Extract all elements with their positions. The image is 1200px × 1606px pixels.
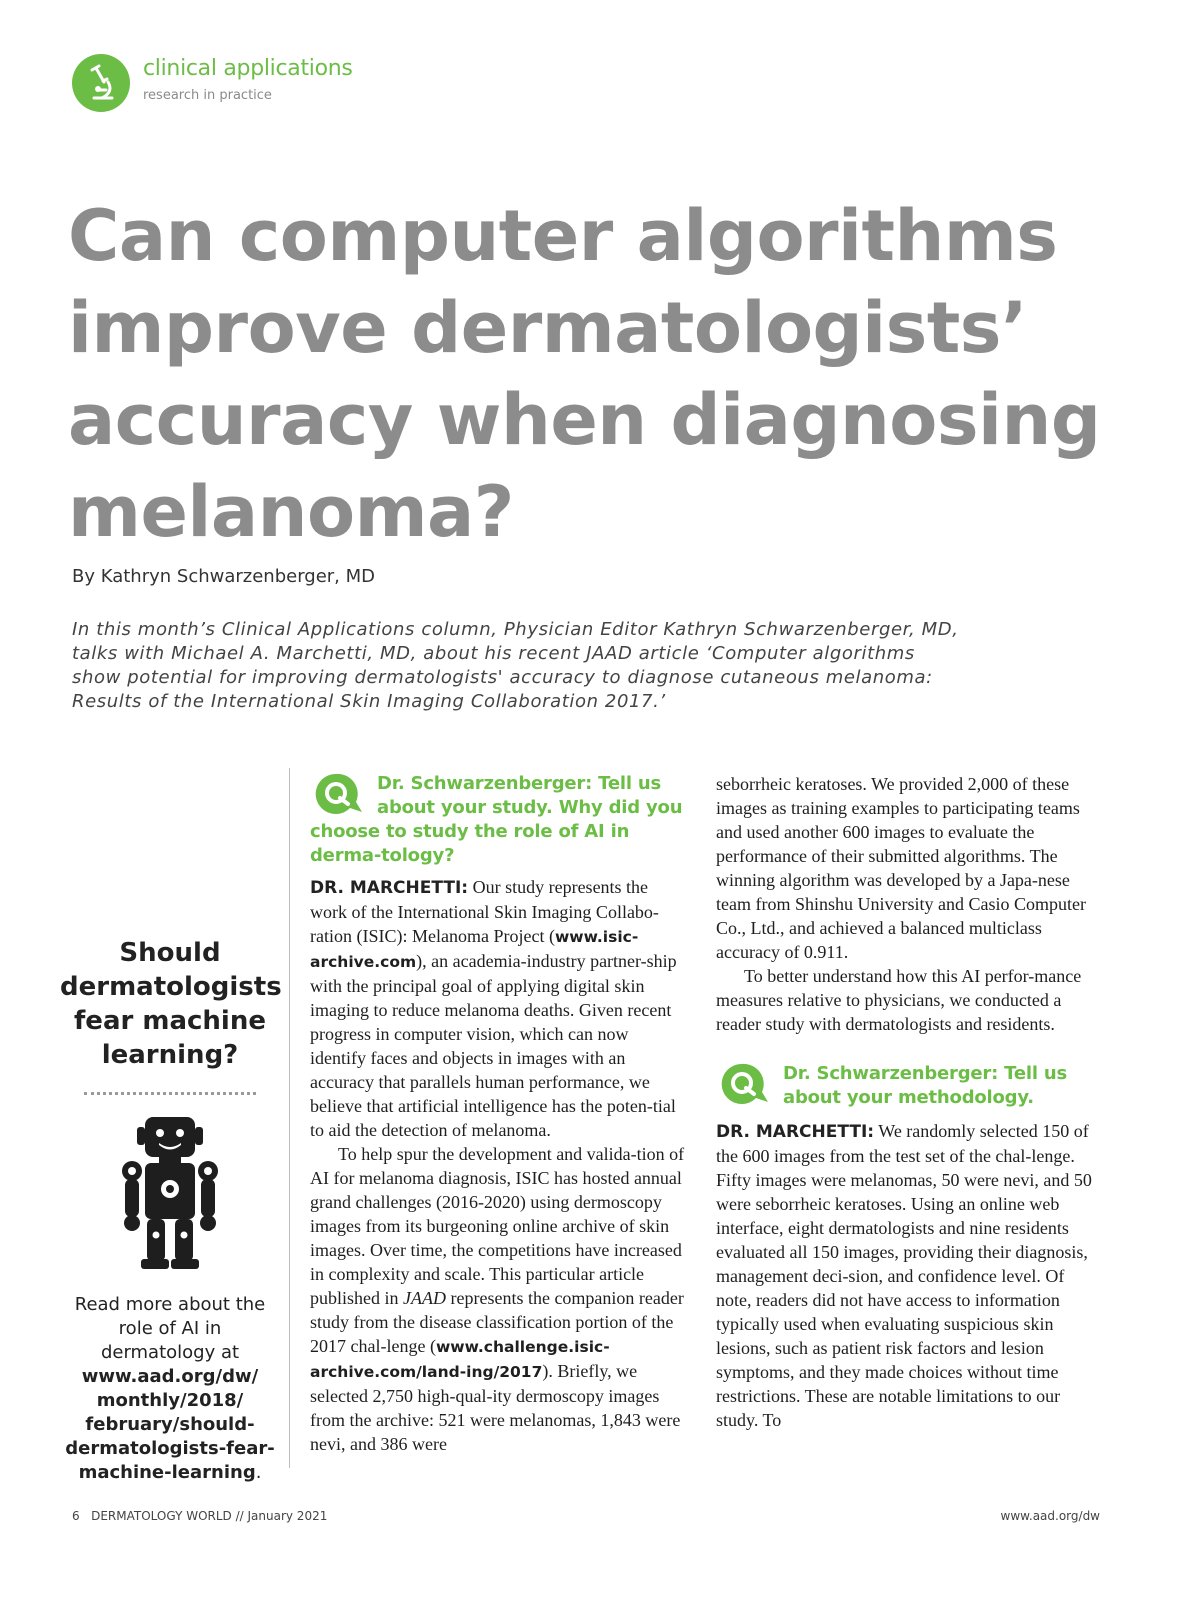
dotted-divider	[84, 1092, 256, 1095]
article-column-1	[310, 772, 688, 1456]
sidebar-note	[60, 1293, 280, 1485]
sidebar-heading-line: Should	[119, 938, 221, 968]
answer-paragraph: seborrheic keratoses. We provided 2,000 of these images as training examples to participating teams and used another 600 images to evaluate the performance of their submitted algorithms. The winning algorithm was developed by a Japa-nese team from Shinshu University and Casio Computer Co., Ltd., and achieved a balanced multiclass accuracy of 0.911.	[716, 774, 1086, 962]
question-block	[716, 1062, 1100, 1110]
publication-name: DERMATOLOGY WORLD // January 2021	[91, 1509, 328, 1523]
isic-archive-link[interactable]: www.isic-archive.com	[310, 928, 639, 971]
sidebar-heading-line: learning?	[101, 1040, 239, 1070]
sidebar-link-line: dermatologists-fear-	[65, 1438, 275, 1459]
sidebar-heading	[60, 936, 280, 1072]
speaker-label: DR. MARCHETTI:	[716, 1122, 875, 1142]
article-intro	[72, 618, 1072, 714]
robot-icon	[115, 1113, 225, 1273]
sidebar-note-text: Read more about the role of AI in dermatology at	[74, 1294, 266, 1363]
question-q-icon	[716, 1062, 772, 1106]
headline-line: Can computer algorithms	[68, 195, 1058, 277]
intro-line: talks with Michael A. Marchetti, MD, about his recent JAAD article ‘Computer algorithms	[72, 643, 915, 664]
sidebar-link-line: www.aad.org/dw/	[81, 1366, 259, 1387]
sidebar-link-line: monthly/2018/	[96, 1390, 244, 1411]
page-number: 6	[72, 1509, 80, 1523]
answer-paragraph: DR. MARCHETTI: We randomly selected 150 of the 600 images from the test set of the chal-lenge. Fifty images were melanomas, 50 were nevi, and 50 were seborrheic keratoses. Using an online web interface, eight dermatologists and nine residents evaluated all 150 images, providing their diagnosis, management deci-sion, and confidence level. Of note, readers did not have access to information typically used when evaluating suspicious skin lesions, such as patient risk factors and lesion symptoms, and they made choices without time restrictions. These are notable limitations to our study. To	[716, 1121, 1092, 1430]
section-title: clinical applications	[143, 56, 353, 81]
intro-line: In this month’s Clinical Applications column, Physician Editor Kathryn Schwarzenberger, MD,	[72, 619, 959, 640]
answer-paragraph: DR. MARCHETTI: Our study represents the work of the International Skin Imaging Collabo-ration (ISIC): Melanoma Project (www.isic-archive.com), an academia-industry partner-ship with the principal goal of applying digital skin imaging to reduce melanoma deaths. Given recent progress in computer vision, which can now identify faces and objects in images with an accuracy that parallels human performance, we believe that artificial intelligence has the poten-tial to aid the detection of melanoma.	[310, 877, 677, 1140]
intro-line: show potential for improving dermatologists' accuracy to diagnose cutaneous melanoma:	[72, 667, 933, 688]
sidebar-link[interactable]	[60, 1365, 280, 1485]
question-text: Dr. Schwarzenberger: Tell us about your study. Why did you choose to study the role of AI in derma-tology?	[310, 773, 683, 866]
footer-url[interactable]: www.aad.org/dw	[1000, 1509, 1100, 1523]
column-rule	[289, 768, 290, 1468]
byline: By Kathryn Schwarzenberger, MD	[72, 566, 376, 587]
sidebar-heading-line: dermatologists	[60, 972, 282, 1002]
answer-paragraph: To better understand how this AI perfor-mance measures relative to physicians, we conducted a reader study with dermatologists and residents.	[716, 966, 1082, 1034]
sidebar-link-line: february/should-	[85, 1414, 255, 1435]
question-block	[310, 772, 688, 868]
headline-line: accuracy when diagnosing	[68, 379, 1101, 461]
sidebar	[60, 936, 280, 1485]
intro-line: Results of the International Skin Imaging Collaboration 2017.’	[72, 691, 666, 712]
answer-paragraph: To help spur the development and valida-tion of AI for melanoma diagnosis, ISIC has hosted annual grand challenges (2016-2020) using dermoscopy images from its burgeoning online archive of skin images. Over time, the competitions have increased in complexity and scale. This particular article published in JAAD represents the companion reader study from the disease classification portion of the 2017 chal-lenge (www.challenge.isic-archive.com/land-ing/2017). Briefly, we selected 2,750 high-qual-ity dermoscopy images from the archive: 521 were melanomas, 1,843 were nevi, and 386 were	[310, 1144, 685, 1454]
challenge-link[interactable]: www.challenge.isic-archive.com/land-ing/2017	[310, 1338, 610, 1381]
article-headline	[68, 190, 1168, 558]
section-subtitle: research in practice	[143, 88, 272, 103]
sidebar-heading-line: fear machine	[74, 1006, 266, 1036]
sidebar-link-line: machine-learning.	[78, 1462, 262, 1483]
question-q-icon	[310, 772, 366, 816]
headline-line: improve dermatologists’	[68, 287, 1028, 369]
microscope-icon	[72, 54, 130, 112]
speaker-label: DR. MARCHETTI:	[310, 878, 469, 898]
footer-publication	[72, 1509, 327, 1523]
article-column-2	[716, 772, 1100, 1432]
headline-line: melanoma?	[68, 471, 514, 553]
question-text: Dr. Schwarzenberger: Tell us about your methodology.	[783, 1063, 1067, 1108]
